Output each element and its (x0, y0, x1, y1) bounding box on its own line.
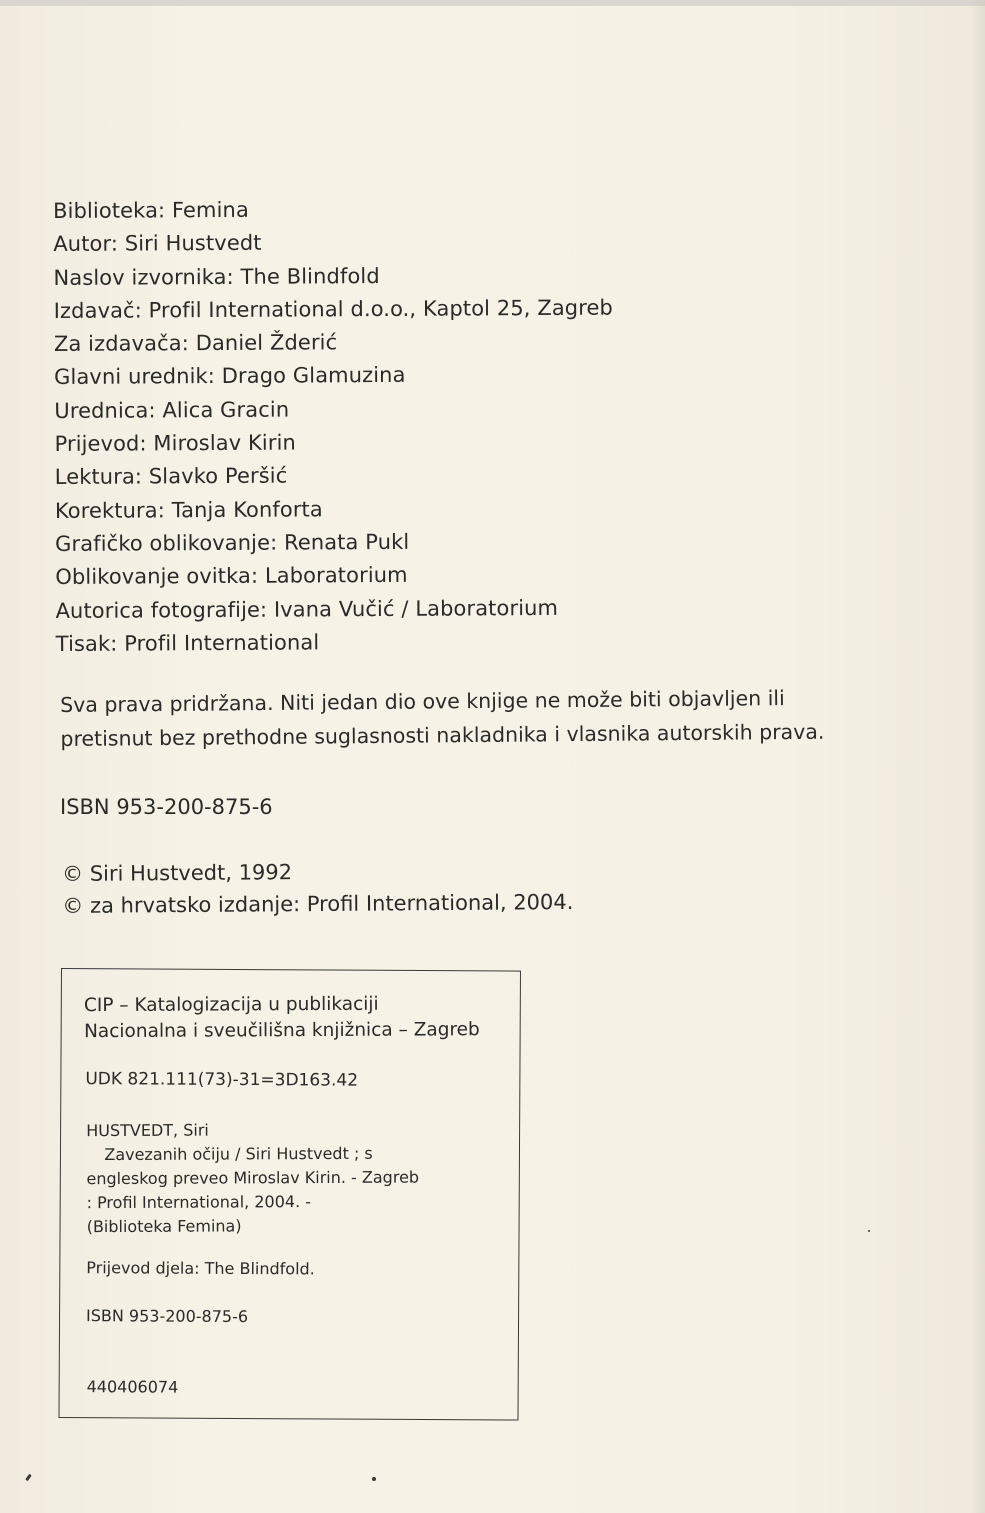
cip-header-line: CIP – Katalogizacija u publikaciji (83, 993, 379, 1017)
paper-speck (868, 1230, 870, 1232)
credit-printer: Tisak: Profil International (55, 630, 320, 656)
cip-udk: UDK 821.111(73)-31=3D163.42 (85, 1069, 359, 1091)
cip-header-line: Nacionalna i sveučilišna knjižnica – Zagreb (83, 1019, 480, 1043)
credit-for-publisher: Za izdavača: Daniel Žderić (53, 330, 338, 357)
credit-graphic-design: Grafičko oblikovanje: Renata Pukl (55, 529, 410, 556)
rights-notice (60, 680, 861, 756)
cip-entry (86, 1118, 419, 1240)
cip-header (84, 991, 480, 1045)
rights-line: Sva prava pridržana. Niti jedan dio ove knjige ne može biti objavljen ili (60, 686, 785, 717)
credit-publisher: Izdavač: Profil International d.o.o., Kaptol 25, Zagreb (53, 295, 613, 323)
rights-line: pretisnut bez prethodne suglasnosti nakladnika i vlasnika autorskih prava. (60, 719, 825, 751)
credit-editor-in-chief: Glavni urednik: Drago Glamuzina (54, 363, 406, 390)
cip-entry-author: HUSTVEDT, Siri (86, 1120, 209, 1141)
paper-speck (372, 1477, 376, 1481)
credit-photographer: Autorica fotografije: Ivana Vučić / Laboratorium (55, 595, 559, 623)
credit-language-editor: Lektura: Slavko Peršić (54, 463, 288, 490)
credits-list (53, 190, 856, 661)
page-top-edge (0, 0, 985, 6)
cip-number: 440406074 (86, 1377, 179, 1397)
cip-record-box (58, 968, 521, 1421)
credit-translator: Prijevod: Miroslav Kirin (54, 430, 296, 457)
cip-entry-line: Zavezanih očiju / Siri Hustvedt ; s (104, 1143, 373, 1165)
credit-series: Biblioteka: Femina (53, 197, 249, 223)
cip-entry-line: engleskog preveo Miroslav Kirin. - Zagreb (86, 1167, 420, 1189)
credit-cover-design: Oblikovanje ovitka: Laboratorium (55, 563, 408, 590)
cip-entry-line: : Profil International, 2004. - (86, 1192, 312, 1213)
cip-entry-line: (Biblioteka Femina) (86, 1216, 242, 1237)
paper-speck (25, 1474, 31, 1481)
copyright-notice (62, 853, 762, 922)
isbn: ISBN 953-200-875-6 (60, 795, 273, 819)
copyright-line: © Siri Hustvedt, 1992 (62, 860, 293, 886)
credit-original-title: Naslov izvornika: The Blindfold (53, 263, 380, 290)
cip-isbn: ISBN 953-200-875-6 (86, 1306, 249, 1327)
copyright-line: © za hrvatsko izdanje: Profil International, 2004. (62, 889, 574, 918)
cip-translation: Prijevod djela: The Blindfold. (86, 1258, 315, 1279)
page-right-edge (971, 0, 985, 1513)
credit-author: Autor: Siri Hustvedt (53, 231, 262, 257)
credit-proofreader: Korektura: Tanja Konforta (54, 497, 323, 523)
credit-editor: Urednica: Alica Gracin (54, 397, 290, 423)
